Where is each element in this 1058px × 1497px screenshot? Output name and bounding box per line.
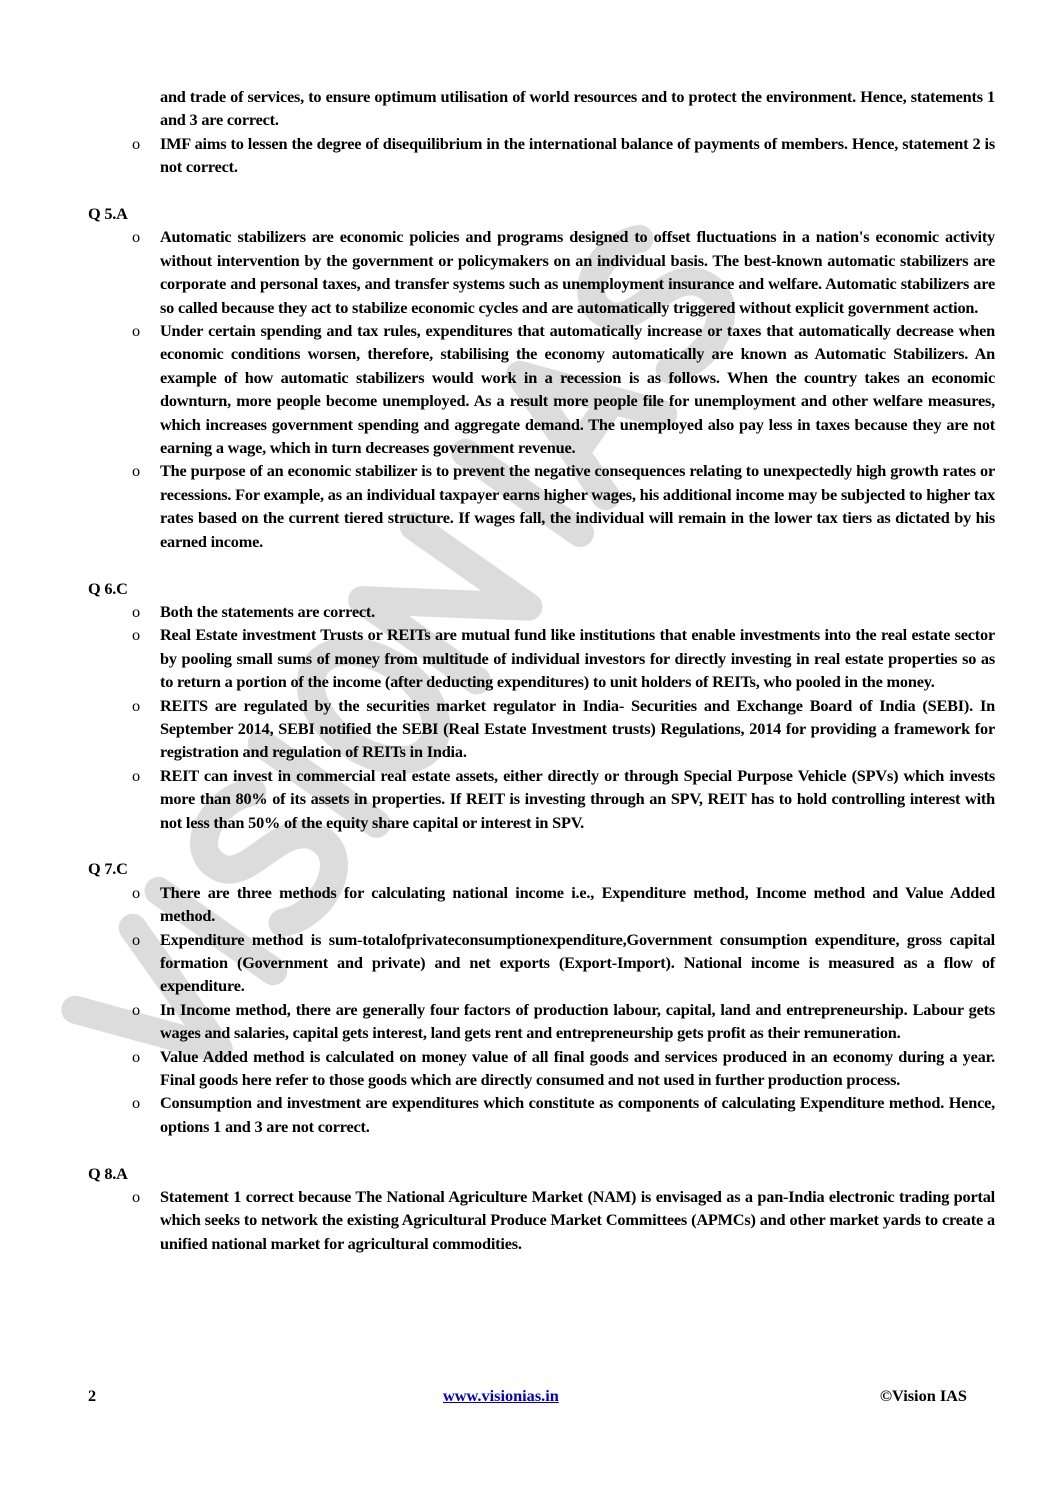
bullet-item xyxy=(88,225,995,319)
bullet-icon: o xyxy=(132,1093,140,1113)
copyright: ©Vision IAS xyxy=(879,1386,967,1405)
bullet-item xyxy=(88,132,995,179)
bullet-text: IMF aims to lessen the degree of disequilibrium in the international balance of payments of members. Hence, statement 2 is not correct. xyxy=(160,133,995,177)
bullet-item xyxy=(88,881,995,928)
bullet-icon: o xyxy=(132,929,140,949)
bullet-item xyxy=(88,1185,995,1255)
bullet-icon: o xyxy=(132,133,140,153)
bullet-item xyxy=(88,623,995,693)
bullet-item xyxy=(88,764,995,834)
bullet-item xyxy=(88,928,995,998)
answer-section xyxy=(88,577,995,834)
bullet-item xyxy=(88,459,995,553)
bullet-text: and trade of services, to ensure optimum utilisation of world resources and to protect the environment. Hence, statements 1 and 3 are correct. xyxy=(160,87,995,130)
question-label: Q 5.A xyxy=(88,204,128,224)
document-body xyxy=(88,85,995,1279)
bullet-text: REIT can invest in commercial real estate assets, either directly or through Special Purpose Vehicle (SPVs) which invests more than 80% of its assets in properties. If REIT is investing through an SPV, REIT has to hold controlling interest with not less than 50% of the equity share capital or interest in SPV. xyxy=(160,765,995,832)
bullet-icon: o xyxy=(132,227,140,247)
bullet-text: In Income method, there are generally four factors of production labour, capital, land and entrepreneurship. Labour gets wages and salaries, capital gets interest, land gets rent and entrepreneurship gets profit as their remuneration. xyxy=(160,999,995,1043)
bullet-icon: o xyxy=(132,601,140,621)
bullet-item xyxy=(88,1091,995,1138)
bullet-text: There are three methods for calculating national income i.e., Expenditure method, Income method and Value Added method. xyxy=(160,882,995,926)
bullet-item xyxy=(88,998,995,1045)
bullet-item xyxy=(88,1045,995,1092)
bullet-item xyxy=(88,319,995,459)
question-label: Q 8.A xyxy=(88,1163,128,1183)
answer-section xyxy=(88,1162,995,1256)
bullet-icon: o xyxy=(132,765,140,785)
bullet-text: Value Added method is calculated on money value of all final goods and services produced in an economy during a year. Final goods here refer to those goods which are directly consumed and not used in further production process. xyxy=(160,1046,995,1090)
bullet-icon: o xyxy=(132,882,140,902)
website-link[interactable]: www.visionias.in xyxy=(443,1386,559,1405)
bullet-icon: o xyxy=(132,321,140,341)
bullet-item xyxy=(88,85,995,132)
bullet-text: Real Estate investment Trusts or REITs are mutual fund like institutions that enable investments into the real estate sector by pooling small sums of money from multitude of individual investors for directly investing in real estate properties so as to return a portion of the income (after deducting expenditures) to unit holders of REITs, who pooled in the money. xyxy=(160,625,995,692)
answer-section xyxy=(88,202,995,553)
bullet-text: Statement 1 correct because The National Agriculture Market (NAM) is envisaged as a pan-India electronic trading portal which seeks to network the existing Agricultural Produce Market Committees (APMCs) and other market yards to create a unified national market for agricultural commodities. xyxy=(160,1187,995,1253)
answer-section xyxy=(88,857,995,1138)
page-number: 2 xyxy=(88,1386,97,1405)
bullet-text: Automatic stabilizers are economic policies and programs designed to offset fluctuations in a nation's economic activity without intervention by the government or policymakers on an individual basis. The best-known automatic stabilizers are corporate and personal taxes, and transfer systems such as unemployment insurance and welfare. Automatic stabilizers are so called because they act to stabilize economic cycles and are automatically triggered without explicit government action. xyxy=(160,227,995,317)
answer-section xyxy=(88,85,995,179)
question-label: Q 6.C xyxy=(88,578,128,598)
bullet-icon: o xyxy=(132,1046,140,1066)
bullet-icon: o xyxy=(132,695,140,715)
bullet-icon: o xyxy=(132,625,140,645)
bullet-item xyxy=(88,694,995,764)
bullet-text: Consumption and investment are expenditures which constitute as components of calculating Expenditure method. Hence, options 1 and 3 are not correct. xyxy=(160,1093,995,1136)
bullet-text: Expenditure method is sum-totalofprivateconsumptionexpenditure,Government consumption expenditure, gross capital formation (Government and private) and net exports (Export-Import). National income is measured as a flow of expenditure. xyxy=(160,929,995,996)
bullet-icon: o xyxy=(132,999,140,1019)
bullet-icon: o xyxy=(132,1187,140,1207)
question-label: Q 7.C xyxy=(88,859,128,879)
bullet-item xyxy=(88,600,995,623)
bullet-text: The purpose of an economic stabilizer is to prevent the negative consequences relating to unexpectedly high growth rates or recessions. For example, as an individual taxpayer earns higher wages, his additional income may be subjected to higher tax rates based on the current tiered structure. If wages fall, the individual will remain in the lower tax tiers as dictated by his earned income. xyxy=(160,461,995,551)
bullet-text: Under certain spending and tax rules, expenditures that automatically increase or taxes that automatically decrease when economic conditions worsen, therefore, stabilising the economy automatically are known as Automatic Stabilizers. An example of how automatic stabilizers would work in a recession is as follows. When the country takes an economic downturn, more people become unemployed. As a result more people file for unemployment and other welfare measures, which increases government spending and aggregate demand. The unemployed also pay less in taxes because they are not earning a wage, which in turn decreases government revenue. xyxy=(160,321,995,458)
page-footer xyxy=(88,1386,995,1410)
bullet-text: Both the statements are correct. xyxy=(160,601,375,621)
bullet-icon: o xyxy=(132,461,140,481)
bullet-text: REITS are regulated by the securities market regulator in India- Securities and Exchange Board of India (SEBI). In September 2014, SEBI notified the SEBI (Real Estate Investment trusts) Regulations, 2014 for providing a framework for registration and regulation of REITs in India. xyxy=(160,695,995,762)
